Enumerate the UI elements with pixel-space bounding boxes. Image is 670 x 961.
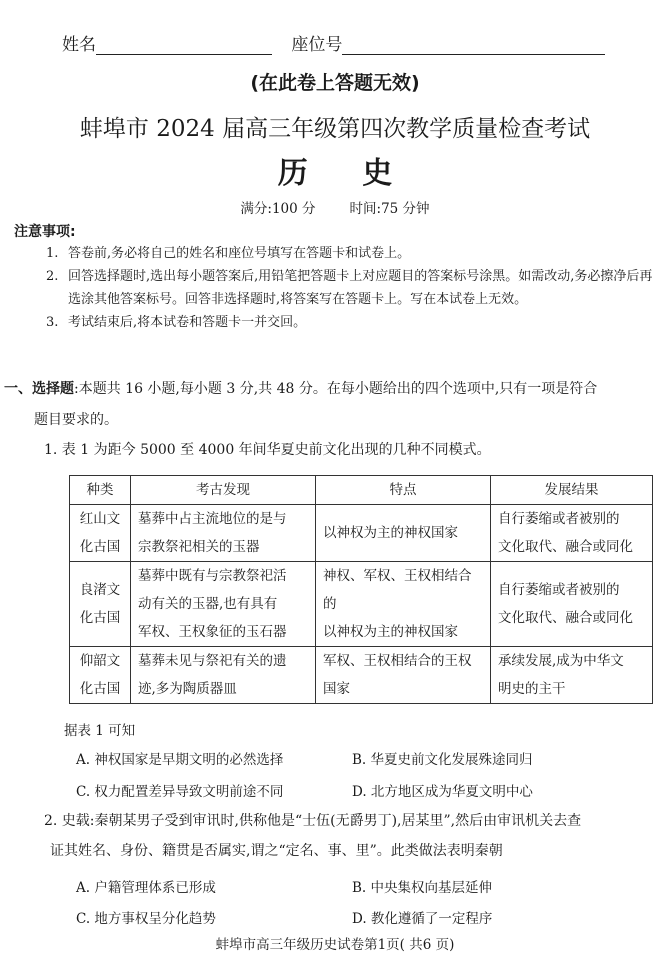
header-result: 发展结果: [491, 476, 653, 505]
notes-heading: 注意事项:: [14, 224, 76, 240]
exam-time: 时间:75 分钟: [349, 201, 430, 217]
cell-findings: 墓葬未见与祭祀有关的遗 迹,多为陶质器皿: [131, 647, 316, 704]
table-row: [70, 505, 653, 562]
option-a[interactable]: A. 神权国家是早期文明的必然选择: [76, 752, 284, 768]
cell-features: 以神权为主的神权国家: [316, 505, 491, 562]
full-score: 满分:100 分: [240, 201, 316, 217]
note-number: 3.: [46, 315, 59, 330]
table-header-row: [70, 476, 653, 505]
note-item: [0, 242, 670, 265]
note-number: 2.: [46, 269, 59, 284]
header-features: 特点: [316, 476, 491, 505]
header-findings: 考古发现: [131, 476, 316, 505]
option-c[interactable]: C. 权力配置差异导致文明前途不同: [76, 784, 284, 800]
option-d[interactable]: D. 教化遵循了一定程序: [352, 911, 493, 927]
cell-kind: 红山文 化古国: [70, 505, 131, 562]
note-text: 考试结束后,将本试卷和答题卡一并交回。: [68, 315, 307, 330]
cell-result: 承续发展,成为中华文 明史的主干: [491, 647, 653, 704]
note-item: [0, 265, 670, 311]
section-text-continued: 题目要求的。: [34, 412, 118, 428]
question-2-text: [44, 806, 664, 866]
cell-findings: 墓葬中既有与宗教祭祀活 动有关的玉器,也有具有 军权、王权象征的玉石器: [131, 562, 316, 647]
question-2-line-1: 2. 史载:秦朝某男子受到审讯时,供称他是“士伍(无爵男丁),居某里”,然后由审讯机关去查: [44, 813, 582, 829]
cell-kind: 仰韶文 化古国: [70, 647, 131, 704]
option-d[interactable]: D. 北方地区成为华夏文明中心: [352, 784, 533, 800]
seat-blank: [342, 37, 605, 55]
name-label: 姓名: [62, 35, 96, 55]
table-row: [70, 647, 653, 704]
question-1-table: [69, 475, 653, 704]
exam-title: 蚌埠市 2024 届高三年级第四次教学质量检查考试: [79, 116, 591, 142]
header-kind: 种类: [70, 476, 131, 505]
section-text: :本题共 16 小题,每小题 3 分,共 48 分。在每小题给出的四个选项中,只有一项是符合: [74, 381, 598, 397]
subject-title: 历 史: [277, 156, 415, 191]
score-time-line: [0, 197, 670, 217]
option-b[interactable]: B. 中央集权向基层延伸: [352, 880, 493, 896]
note-text: 答卷前,务必将自己的姓名和座位号填写在答题卡和试卷上。: [68, 246, 411, 261]
cell-findings: 墓葬中占主流地位的是与 宗教祭祀相关的玉器: [131, 505, 316, 562]
cell-result: 自行萎缩或者被别的 文化取代、融合或同化: [491, 562, 653, 647]
notes-list: [0, 242, 670, 334]
question-1-stem: 据表 1 可知: [64, 723, 136, 739]
table-row: [70, 562, 653, 647]
cell-result: 自行萎缩或者被别的 文化取代、融合或同化: [491, 505, 653, 562]
cell-features: 军权、王权相结合的王权 国家: [316, 647, 491, 704]
note-item: [0, 311, 670, 334]
cell-kind: 良渚文 化古国: [70, 562, 131, 647]
name-blank: [96, 37, 272, 55]
seat-label: 座位号: [291, 35, 343, 55]
cell-features: 神权、军权、王权相结合的 以神权为主的神权国家: [316, 562, 491, 647]
note-number: 1.: [46, 246, 59, 261]
option-a[interactable]: A. 户籍管理体系已形成: [76, 880, 216, 896]
page-footer: 蚌埠市高三年级历史试卷第1页( 共6 页): [215, 937, 455, 953]
option-b[interactable]: B. 华夏史前文化发展殊途同归: [352, 752, 533, 768]
note-text: 回答选择题时,选出每小题答案后,用铅笔把答题卡上对应题目的答案标号涂黑。如需改动,务必擦净后再选涂其他答案标号。回答非选择题时,将答案写在答题卡上。写在本试卷上无效。: [68, 269, 653, 307]
candidate-info-line: [62, 30, 605, 55]
section-label: 一、选择题: [4, 381, 74, 397]
section-one-intro: [4, 374, 660, 436]
option-c[interactable]: C. 地方事权呈分化趋势: [76, 911, 216, 927]
question-2-line-2: 证其姓名、身份、籍贯是否属实,谓之“定名、事、里”。此类做法表明秦朝: [50, 843, 503, 859]
question-1-text: 1. 表 1 为距今 5000 至 4000 年间华夏史前文化出现的几种不同模式。: [44, 442, 491, 458]
invalid-answer-notice: (在此卷上答题无效): [250, 72, 420, 94]
